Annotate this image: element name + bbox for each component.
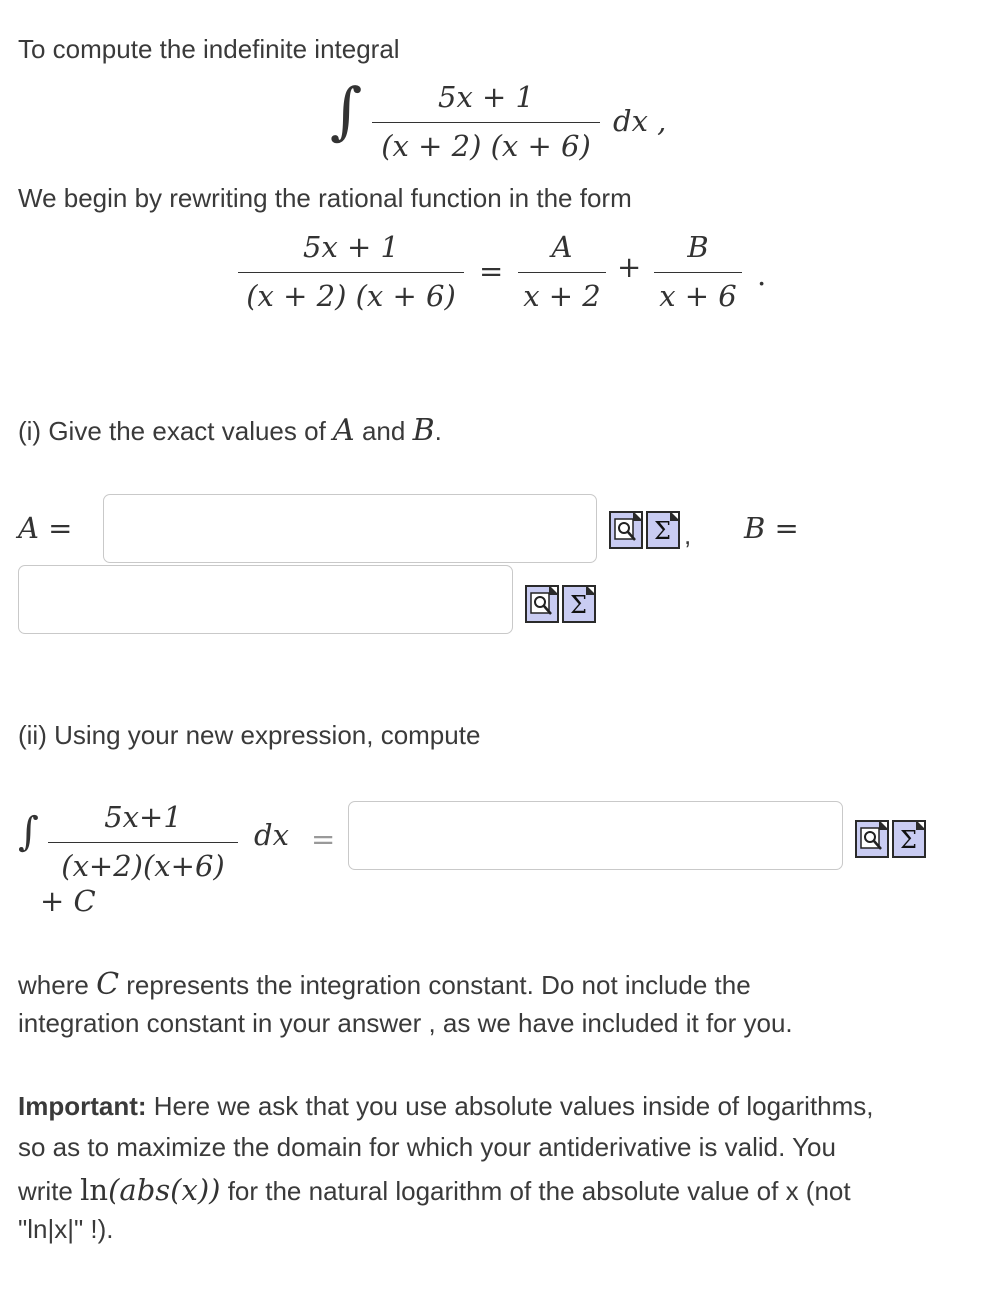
a-preview-button[interactable]: [609, 511, 643, 549]
b-preview-button[interactable]: [525, 585, 559, 623]
equation-editor-icon: Σ: [570, 591, 587, 619]
a-comma: ,: [684, 520, 692, 550]
part2-prompt: (ii) Using your new expression, compute: [18, 720, 481, 750]
part2-equals: =: [311, 822, 336, 856]
part2-integral-sign: ∫: [18, 809, 39, 855]
b-answer-input[interactable]: [18, 565, 513, 634]
integral-answer-input[interactable]: [348, 801, 843, 870]
b-equation-button[interactable]: [562, 585, 596, 623]
part2-fraction: [48, 800, 238, 883]
decomp-period: .: [757, 258, 767, 292]
abs-expr: (abs(x)): [108, 1173, 221, 1207]
part1-and: and: [361, 416, 406, 446]
integral-preview-button[interactable]: [855, 820, 889, 858]
note-line1: [18, 967, 751, 1003]
equation-editor-icon: Σ: [900, 826, 917, 854]
decomp-equals: =: [479, 254, 504, 288]
integral-equation-button[interactable]: [892, 820, 926, 858]
a-answer-input[interactable]: [103, 494, 597, 563]
decomp-a-denominator: x + 2: [523, 279, 601, 313]
note-var-c: C: [96, 967, 120, 1002]
note-line1-end: represents the integration constant. Do not include the: [126, 970, 751, 1000]
part1-prompt-start: (i) Give the exact values of: [18, 416, 326, 446]
important-write: write: [18, 1176, 73, 1206]
important-line3: [18, 1173, 851, 1208]
part1-var-b: B: [412, 413, 435, 448]
decomp-a-fraction: [518, 230, 606, 313]
note-line2: integration constant in your answer , as we have included it for you.: [18, 1008, 793, 1038]
intro-text: To compute the indefinite integral: [18, 34, 400, 64]
part2-denominator: (x+2)(x+6): [61, 849, 225, 883]
decomp-lhs-numerator: 5x + 1: [303, 230, 399, 264]
decomp-a-numerator: A: [551, 230, 573, 264]
important-line3-end: for the natural logarithm of the absolute value of x (not: [227, 1176, 851, 1206]
a-label: A =: [18, 511, 73, 545]
important-label: Important:: [18, 1091, 147, 1121]
part2-numerator: 5x+1: [104, 800, 182, 834]
a-equation-button[interactable]: [646, 511, 680, 549]
decomp-plus: +: [617, 250, 642, 284]
part1-var-a: A: [333, 413, 355, 448]
plus-c: + C: [40, 884, 96, 918]
equation-editor-icon: Σ: [654, 517, 671, 545]
note-where: where: [18, 970, 89, 1000]
decomp-b-denominator: x + 6: [659, 279, 737, 313]
intro-fraction: [372, 80, 600, 163]
decomp-b-numerator: B: [687, 230, 709, 264]
intro-numerator: 5x + 1: [438, 80, 534, 114]
part2-dx: dx: [254, 818, 289, 852]
decomp-lhs-fraction: [238, 230, 464, 313]
decomp-lhs-denominator: (x + 2) (x + 6): [246, 279, 456, 313]
decomp-b-fraction: [654, 230, 742, 313]
part1-prompt: [18, 413, 442, 449]
rewrite-text: We begin by rewriting the rational function in the form: [18, 183, 632, 213]
b-label: B =: [744, 511, 799, 545]
integral-sign: ∫: [330, 74, 363, 147]
intro-denominator: (x + 2) (x + 6): [381, 129, 591, 163]
intro-dx: dx ,: [613, 104, 667, 138]
ln-text: ln: [80, 1173, 109, 1207]
important-line1: [18, 1091, 874, 1122]
important-text1: Here we ask that you use absolute values inside of logarithms,: [153, 1091, 874, 1121]
important-line2: so as to maximize the domain for which your antiderivative is valid. You: [18, 1132, 836, 1162]
part1-end: .: [434, 416, 442, 446]
important-line4: "ln|x|" !).: [18, 1214, 114, 1244]
